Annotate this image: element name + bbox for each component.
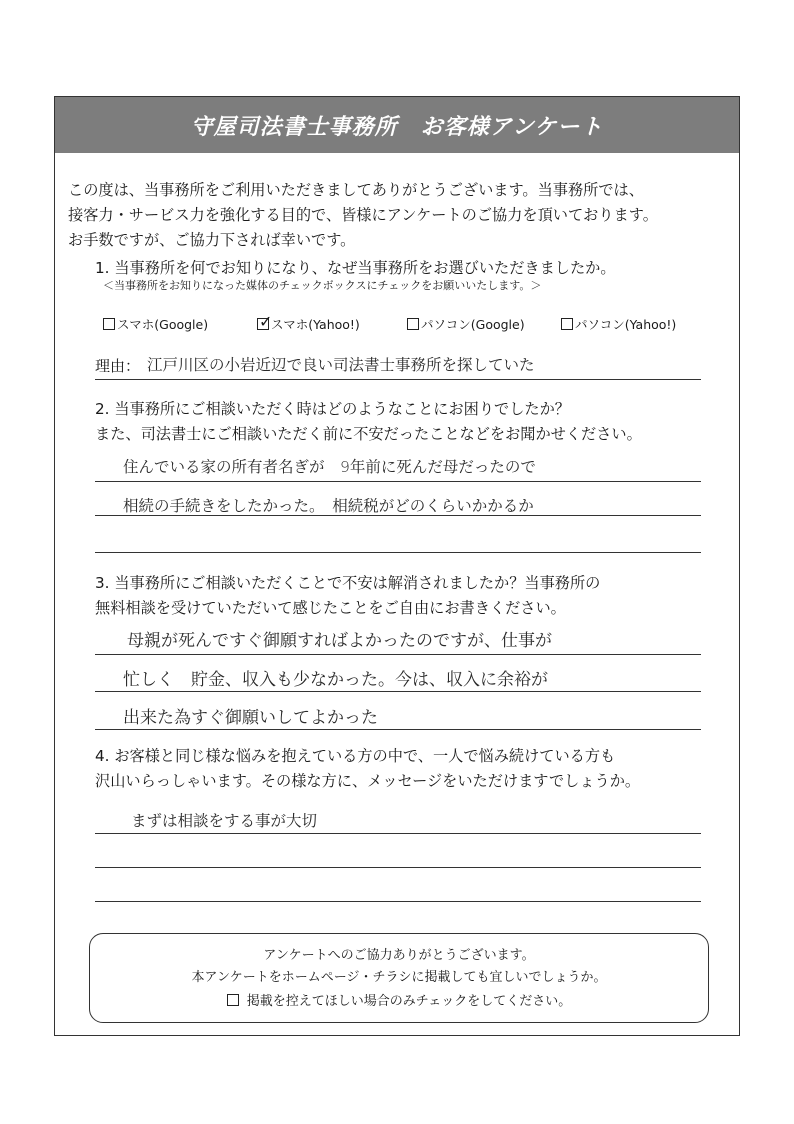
answer-line [95,379,701,380]
question-3-title-1: 3. 当事務所にご相談いただくことで不安は解消されましたか？当事務所の [95,574,601,592]
question-4-title-1: 4. お客様と同じ様な悩みを抱えている方の中で、一人で悩み続けている方も [95,747,616,765]
question-3-title-2: 無料相談を受けていただいて感じたことをご自由にお書きください。 [95,599,566,617]
intro-line-1: この度は、当事務所をご利用いただきましてありがとうございます。当事務所では、 [68,181,644,199]
option-pc-yahoo[interactable] [561,315,676,333]
intro-line-2: 接客力・サービス力を強化する目的で、皆様にアンケートのご協力を頂いております。 [68,206,658,224]
checkbox-checked[interactable] [257,312,273,331]
answer-line [95,515,701,516]
checkbox[interactable] [561,318,573,330]
answer-line [95,654,701,655]
question-4-title-2: 沢山いらっしゃいます。その様な方に、メッセージをいただけますでしょうか。 [95,772,641,790]
q2-answer-line-1[interactable]: 住んでいる家の所有者名ぎが 9年前に死んだ母だったので [123,458,536,476]
answer-line [95,691,701,692]
checkbox[interactable] [407,318,419,330]
option-label: パソコン(Google) [421,317,525,332]
option-smartphone-yahoo[interactable] [257,312,360,333]
option-pc-google[interactable] [407,315,525,333]
answer-line [95,552,701,553]
survey-title: 守屋司法書士事務所 お客様アンケート [55,97,739,153]
option-label: パソコン(Yahoo!) [575,317,677,332]
answer-line [95,901,701,902]
footer-checkbox-label: 掲載を控えてほしい場合のみチェックをしてください。 [246,994,572,1009]
question-1-note: ＜当事務所をお知りになった媒体のチェックボックスにチェックをお願いいたします。＞ [103,279,542,292]
checkbox[interactable] [227,994,239,1006]
footer-checkbox-row[interactable] [90,990,708,1009]
answer-line [95,729,701,730]
footer-thanks: アンケートへのご協力ありがとうございます。 [263,948,535,963]
option-label: スマホ(Google) [117,317,209,332]
reason-label: 理由： [95,357,141,375]
intro-line-3: お手数ですが、ご協力下されば幸いです。 [68,231,356,249]
option-label: スマホ(Yahoo!) [271,317,360,332]
q4-answer-line-1[interactable]: まずは相談をする事が大切 [131,812,318,830]
q3-answer-line-3[interactable]: 出来た為すぐ御願いしてよかった [123,708,378,728]
reason-answer[interactable]: 江戸川区の小岩近辺で良い司法書士事務所を探していた [147,356,535,374]
footer-box [89,933,709,1023]
q2-answer-line-2[interactable]: 相続の手続きをしたかった。 相続税がどのくらいかかるか [123,497,534,515]
question-2-title-1: 2. 当事務所にご相談いただく時はどのようなことにお困りでしたか？ [95,400,570,418]
answer-line [95,833,701,834]
answer-line [95,481,701,482]
question-2-title-2: また、司法書士にご相談いただく前に不安だったことなどをお聞かせください。 [95,425,642,443]
q3-answer-line-1[interactable]: 母親が死んですぐ御願すればよかったのですが、仕事が [127,631,552,651]
footer-question: 本アンケートをホームページ・チラシに掲載しても宜しいでしょうか。 [191,970,607,985]
option-smartphone-google[interactable] [103,315,208,333]
answer-line [95,867,701,868]
survey-sheet [54,96,740,1036]
check-icon: ✓ [259,312,273,331]
q3-answer-line-2[interactable]: 忙しく 貯金、収入も少なかった。今は、収入に余裕が [123,670,548,690]
question-1-title: 1. 当事務所を何でお知りになり、なぜ当事務所をお選びいただきましたか。 [95,259,616,277]
checkbox[interactable] [103,318,115,330]
